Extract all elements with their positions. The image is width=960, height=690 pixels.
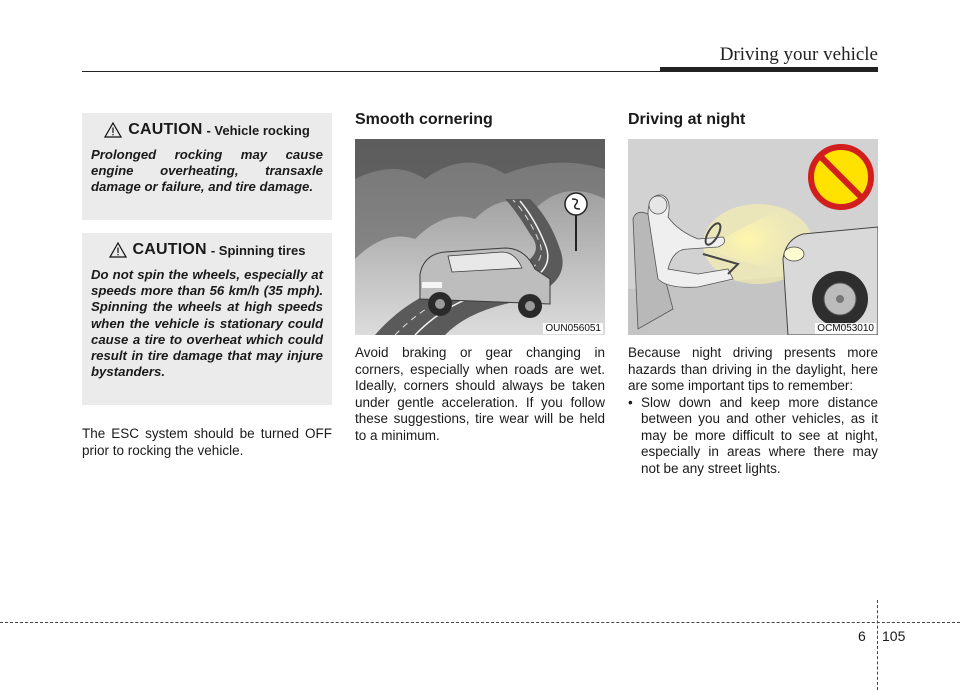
bullet-icon: • xyxy=(628,394,633,410)
image-code: OUN056051 xyxy=(545,323,601,334)
winding-road-car-image xyxy=(355,139,605,335)
smooth-cornering-illustration xyxy=(355,139,605,335)
esc-paragraph: The ESC system should be turned OFF prior to rocking the vehicle. xyxy=(82,426,332,458)
driving-at-night-title: Driving at night xyxy=(628,111,746,128)
chapter-number: 6 xyxy=(858,628,866,644)
smooth-cornering-paragraph: Avoid braking or gear changing in corners, especially when roads are wet. Ideally, corners should always be taken under gentle acceleration. If you follow these suggestions, tire wear will be held to a minimum. xyxy=(355,345,605,443)
caution-label: CAUTION xyxy=(128,121,203,138)
caution-body: Prolonged rocking may cause engine overheating, transaxle damage or failure, and tire damage. xyxy=(91,147,323,195)
driving-at-night-content xyxy=(628,345,878,477)
caution-subtitle: - Vehicle rocking xyxy=(206,122,310,138)
header-rule xyxy=(82,71,662,72)
caution-subtitle: - Spinning tires xyxy=(210,242,306,258)
tips-list xyxy=(628,395,878,478)
caution-box-spinning-tires xyxy=(82,233,332,405)
caution-heading xyxy=(91,233,323,267)
footer-rule xyxy=(0,622,960,623)
caution-box-vehicle-rocking xyxy=(82,113,332,220)
list-item xyxy=(628,395,878,478)
image-code: OCM053010 xyxy=(817,323,874,334)
prohibition-icon xyxy=(811,147,871,207)
driving-at-night-paragraph: Because night driving presents more hazards than driving in the daylight, here are some important tips to remember: xyxy=(628,345,878,393)
caution-body: Do not spin the wheels, especially at speeds more than 56 km/h (35 mph). Spinning the wheels at high speeds when the vehicle is stationary could cause a tire to overheat which could result in tire damage that may injure bystanders. xyxy=(91,267,323,380)
oncoming-car xyxy=(783,227,878,335)
warning-triangle-icon xyxy=(109,242,127,258)
driving-at-night-illustration xyxy=(628,139,878,335)
header-rule-accent xyxy=(660,67,878,72)
smooth-cornering-title: Smooth cornering xyxy=(355,111,493,128)
page-number: 105 xyxy=(882,628,906,644)
footer-divider xyxy=(877,600,878,690)
warning-triangle-icon xyxy=(104,122,122,138)
caution-heading xyxy=(91,113,323,147)
glare-headlight-image xyxy=(628,139,878,335)
section-header-title: Driving your vehicle xyxy=(719,44,878,65)
caution-label: CAUTION xyxy=(132,241,207,258)
list-item-text: Slow down and keep more distance between you and other vehicles, as it may be more difficult to see at night, especially in areas where there may not be any street lights. xyxy=(641,394,878,476)
